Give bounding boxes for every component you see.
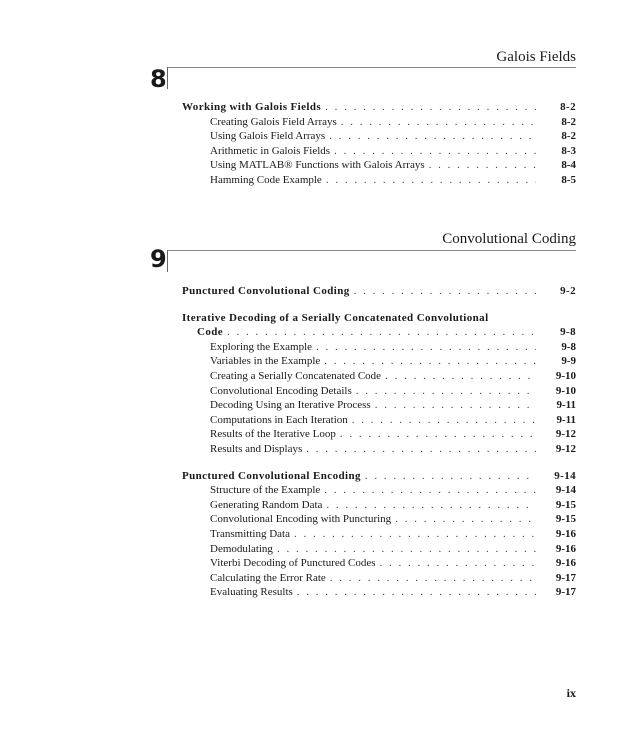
dot-leader xyxy=(326,174,536,186)
chapter-8-vertical-rule xyxy=(167,67,168,89)
dot-leader xyxy=(277,543,536,555)
toc-entry-label: Code xyxy=(197,326,224,339)
toc-entry-label: Hamming Code Example xyxy=(210,173,322,186)
toc-entry-page-number: 9-15 xyxy=(555,513,576,526)
toc-entry-page-number: 9-8 xyxy=(561,340,576,353)
toc-entry-page-number: 9-14 xyxy=(554,469,576,482)
toc-entry-label: Evaluating Results xyxy=(210,586,293,599)
toc-subentry[interactable] xyxy=(182,586,576,601)
toc-entry-label: Demodulating xyxy=(210,542,273,555)
toc-subentry[interactable] xyxy=(182,443,576,458)
toc-subentry[interactable] xyxy=(182,543,576,558)
dot-leader xyxy=(356,385,536,397)
toc-entry-label: Generating Random Data xyxy=(210,498,323,511)
toc-entry-label: Iterative Decoding of a Serially Concatenated Convolutional xyxy=(182,311,489,324)
toc-entry-page-number: 9-2 xyxy=(560,285,576,297)
dot-leader xyxy=(297,586,536,598)
toc-entry[interactable] xyxy=(182,326,576,341)
toc-subentry[interactable] xyxy=(182,428,576,443)
toc-subentry[interactable] xyxy=(182,159,576,174)
toc-entry-label: Working with Galois Fields xyxy=(182,101,322,113)
toc-entry-label: Variables in the Example xyxy=(210,355,321,368)
toc-entry-page-number: 8-2 xyxy=(561,115,576,128)
toc-entry[interactable] xyxy=(182,101,576,116)
dot-leader xyxy=(329,130,536,142)
toc-entry-label: Decoding Using an Iterative Process xyxy=(210,399,371,412)
toc-entry-label: Using MATLAB® Functions with Galois Arrays xyxy=(210,159,425,172)
chapter-9-number: 9 xyxy=(150,245,167,273)
toc-entry-page-number: 9-14 xyxy=(555,484,576,497)
toc-entry-page-number: 9-8 xyxy=(560,326,576,339)
toc-entry-label: Using Galois Field Arrays xyxy=(210,130,326,143)
dot-leader xyxy=(375,399,536,411)
toc-entry-label: Viterbi Decoding of Punctured Codes xyxy=(210,557,376,570)
toc-subentry[interactable] xyxy=(182,572,576,587)
toc-entry-label: Creating Galois Field Arrays xyxy=(210,115,337,128)
toc-subentry[interactable] xyxy=(182,116,576,131)
chapter-9-rule xyxy=(167,250,576,251)
toc-subentry[interactable] xyxy=(182,145,576,160)
dot-leader xyxy=(334,145,536,157)
dot-leader xyxy=(352,414,536,426)
dot-leader xyxy=(324,484,536,496)
toc-entry-page-number: 9-11 xyxy=(556,413,576,426)
toc-entry-page-number: 8-2 xyxy=(560,101,576,113)
dot-leader xyxy=(365,470,536,482)
toc-subentry[interactable] xyxy=(182,414,576,429)
dot-leader xyxy=(294,528,536,540)
footer-page-number: ix xyxy=(566,686,576,700)
toc-subentry[interactable] xyxy=(182,370,576,385)
toc-entry-page-number: 9-17 xyxy=(555,571,576,584)
dot-leader xyxy=(354,285,536,297)
chapter-9-toc xyxy=(182,285,576,601)
toc-entry-page-number: 8-4 xyxy=(561,159,576,172)
toc-entry-label: Creating a Serially Concatenated Code xyxy=(210,369,382,382)
toc-entry-page-number: 9-9 xyxy=(561,355,576,368)
dot-leader xyxy=(429,159,536,171)
toc-entry-label: Convolutional Encoding with Puncturing xyxy=(210,513,392,526)
toc-entry-label: Convolutional Encoding Details xyxy=(210,384,352,397)
toc-subentry[interactable] xyxy=(182,355,576,370)
toc-entry-label: Arithmetic in Galois Fields xyxy=(210,144,331,157)
toc-subentry[interactable] xyxy=(182,557,576,572)
toc-subentry[interactable] xyxy=(182,174,576,189)
dot-leader xyxy=(316,341,536,353)
toc-subentry[interactable] xyxy=(182,513,576,528)
toc-entry-label: Punctured Convolutional Encoding xyxy=(182,469,361,482)
toc-entry-page-number: 9-17 xyxy=(555,586,576,599)
dot-leader xyxy=(324,355,536,367)
dot-leader xyxy=(325,101,536,113)
dot-leader xyxy=(395,513,536,525)
group-gap xyxy=(182,458,576,470)
toc-entry-page-number: 8-5 xyxy=(561,173,576,186)
toc-subentry[interactable] xyxy=(182,385,576,400)
toc-entry-label: Exploring the Example xyxy=(210,340,313,353)
toc-entry-label: Calculating the Error Rate xyxy=(210,571,326,584)
dot-leader xyxy=(385,370,536,382)
toc-entry-page-number: 9-10 xyxy=(555,369,576,382)
toc-entry-page-number: 9-11 xyxy=(556,399,576,412)
toc-subentry[interactable] xyxy=(182,528,576,543)
toc-entry[interactable] xyxy=(182,312,576,327)
toc-entry-page-number: 9-12 xyxy=(555,428,576,441)
dot-leader xyxy=(326,499,536,511)
toc-entry-page-number: 8-3 xyxy=(561,144,576,157)
toc-subentry[interactable] xyxy=(182,499,576,514)
chapter-8-title: Galois Fields xyxy=(496,49,576,65)
toc-entry[interactable] xyxy=(182,285,576,300)
toc-entry-label: Results of the Iterative Loop xyxy=(210,428,336,441)
chapter-9-vertical-rule xyxy=(167,250,168,272)
toc-subentry[interactable] xyxy=(182,130,576,145)
toc-entry-label: Structure of the Example xyxy=(210,484,321,497)
toc-subentry[interactable] xyxy=(182,399,576,414)
chapter-8-rule xyxy=(167,67,576,68)
toc-entry-page-number: 9-10 xyxy=(555,384,576,397)
toc-entry[interactable] xyxy=(182,470,576,485)
dot-leader xyxy=(330,572,536,584)
dot-leader xyxy=(306,443,536,455)
group-gap xyxy=(182,300,576,312)
toc-entry-page-number: 8-2 xyxy=(561,130,576,143)
chapter-9-title: Convolutional Coding xyxy=(442,231,576,247)
toc-entry-label: Computations in Each Iteration xyxy=(210,413,348,426)
toc-entry-page-number: 9-12 xyxy=(555,442,576,455)
toc-entry-label: Punctured Convolutional Coding xyxy=(182,285,350,297)
dot-leader xyxy=(380,557,536,569)
dot-leader xyxy=(341,116,536,128)
toc-entry-page-number: 9-16 xyxy=(555,542,576,555)
toc-entry-label: Results and Displays xyxy=(210,442,303,455)
dot-leader xyxy=(227,326,536,338)
chapter-8-toc xyxy=(182,101,576,189)
toc-entry-page-number: 9-16 xyxy=(555,557,576,570)
dot-leader xyxy=(340,428,536,440)
toc-entry-page-number: 9-16 xyxy=(555,527,576,540)
toc-entry-label: Transmitting Data xyxy=(210,527,290,540)
toc-subentry[interactable] xyxy=(182,484,576,499)
chapter-8-number: 8 xyxy=(150,65,167,93)
toc-subentry[interactable] xyxy=(182,341,576,356)
toc-entry-page-number: 9-15 xyxy=(555,498,576,511)
